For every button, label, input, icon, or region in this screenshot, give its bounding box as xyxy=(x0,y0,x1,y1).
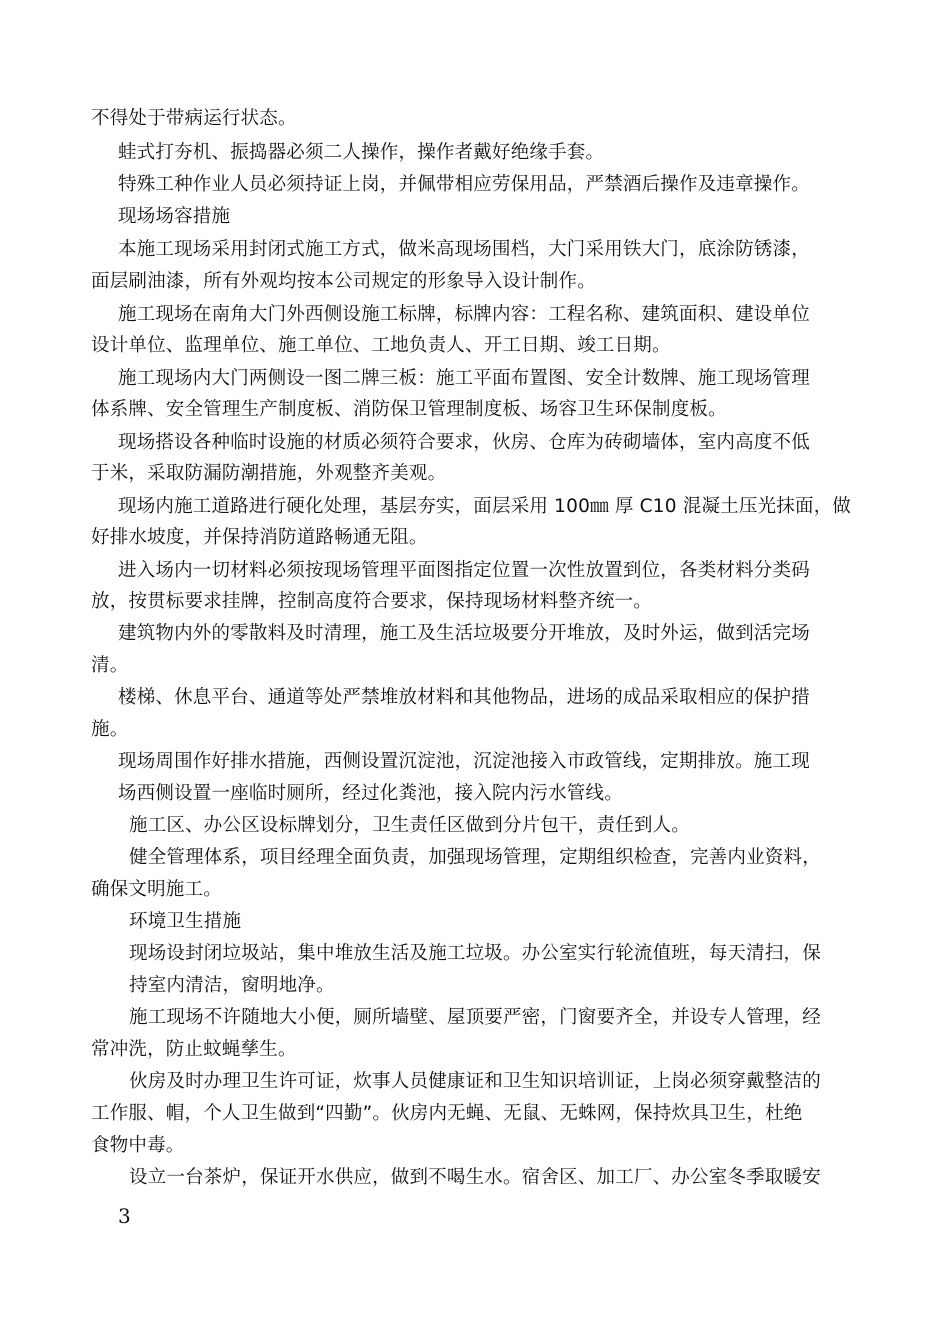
text-line: 施。 xyxy=(91,719,129,740)
text-line: 体系牌、安全管理生产制度板、消防保卫管理制度板、场容卫生环保制度板。 xyxy=(91,399,727,420)
text-line: 健全管理体系，项目经理全面负责，加强现场管理，定期组织检查，完善内业资料， xyxy=(129,847,821,868)
text-line: 施工区、办公区设标牌划分，卫生责任区做到分片包干，责任到人。 xyxy=(129,815,691,836)
section-heading: 环境卫生措施 xyxy=(129,911,242,932)
text-line: 施工现场在南角大门外西侧设施工标牌，标牌内容：工程名称、建筑面积、建设单位 xyxy=(118,304,810,325)
text-line: 建筑物内外的零散料及时清理，施工及生活垃圾要分开堆放，及时外运，做到活完场 xyxy=(118,623,810,644)
text-line: 常冲洗，防止蚊蝇孳生。 xyxy=(91,1039,297,1060)
text-line: 特殊工种作业人员必须持证上岗，并佩带相应劳保用品，严禁酒后操作及违章操作。 xyxy=(118,174,810,195)
text-line: 工作服、帽，个人卫生做到“四勤”。伙房内无蝇、无鼠、无蛛网，保持炊具卫生，杜绝 xyxy=(91,1103,803,1124)
text-line: 设计单位、监理单位、施工单位、工地负责人、开工日期、竣工日期。 xyxy=(91,335,671,356)
text-line: 设立一台茶炉，保证开水供应，做到不喝生水。宿舍区、加工厂、办公室冬季取暖安 xyxy=(129,1167,821,1188)
text-line: 现场设封闭垃圾站，集中堆放生活及施工垃圾。办公室实行轮流值班，每天清扫，保 xyxy=(129,943,821,964)
text-line: 面层刷油漆，所有外观均按本公司规定的形象导入设计制作。 xyxy=(91,271,596,292)
text-line: 本施工现场采用封闭式施工方式，做米高现场围档，大门采用铁大门，底涂防锈漆， xyxy=(118,239,810,260)
section-heading: 现场场容措施 xyxy=(118,206,231,227)
text-line: 好排水坡度，并保持消防道路畅通无阻。 xyxy=(91,527,428,548)
text-line: 楼梯、休息平台、通道等处严禁堆放材料和其他物品，进场的成品采取相应的保护措 xyxy=(118,687,810,708)
text-line: 现场内施工道路进行硬化处理，基层夯实，面层采用 100㎜ 厚 C10 混凝土压光抹面，做 xyxy=(118,496,852,517)
text-line: 蛙式打夯机、振捣器必须二人操作，操作者戴好绝缘手套。 xyxy=(118,142,605,163)
text-line: 食物中毒。 xyxy=(91,1135,185,1156)
text-line: 于米，采取防漏防潮措施，外观整齐美观。 xyxy=(91,463,447,484)
text-line: 场西侧设置一座临时厕所，经过化粪池，接入院内污水管线。 xyxy=(118,783,623,804)
text-line: 放，按贯标要求挂牌，控制高度符合要求，保持现场材料整齐统一。 xyxy=(91,591,653,612)
text-line: 伙房及时办理卫生许可证，炊事人员健康证和卫生知识培训证，上岗必须穿戴整洁的 xyxy=(129,1071,821,1092)
text-line: 施工现场内大门两侧设一图二牌三板：施工平面布置图、安全计数牌、施工现场管理 xyxy=(118,368,810,389)
page-number: 3 xyxy=(118,1204,131,1228)
text-line: 清。 xyxy=(91,655,129,676)
text-line: 现场搭设各种临时设施的材质必须符合要求，伙房、仓库为砖砌墙体，室内高度不低 xyxy=(118,432,810,453)
text-line: 现场周围作好排水措施，西侧设置沉淀池，沉淀池接入市政管线，定期排放。施工现 xyxy=(118,751,810,772)
text-line: 施工现场不许随地大小便，厕所墙壁、屋顶要严密，门窗要齐全，并设专人管理，经 xyxy=(129,1007,821,1028)
text-line: 不得处于带病运行状态。 xyxy=(91,108,297,129)
text-line: 确保文明施工。 xyxy=(91,879,222,900)
text-line: 进入场内一切材料必须按现场管理平面图指定位置一次性放置到位，各类材料分类码 xyxy=(118,560,810,581)
text-line: 持室内清洁，窗明地净。 xyxy=(129,975,335,996)
